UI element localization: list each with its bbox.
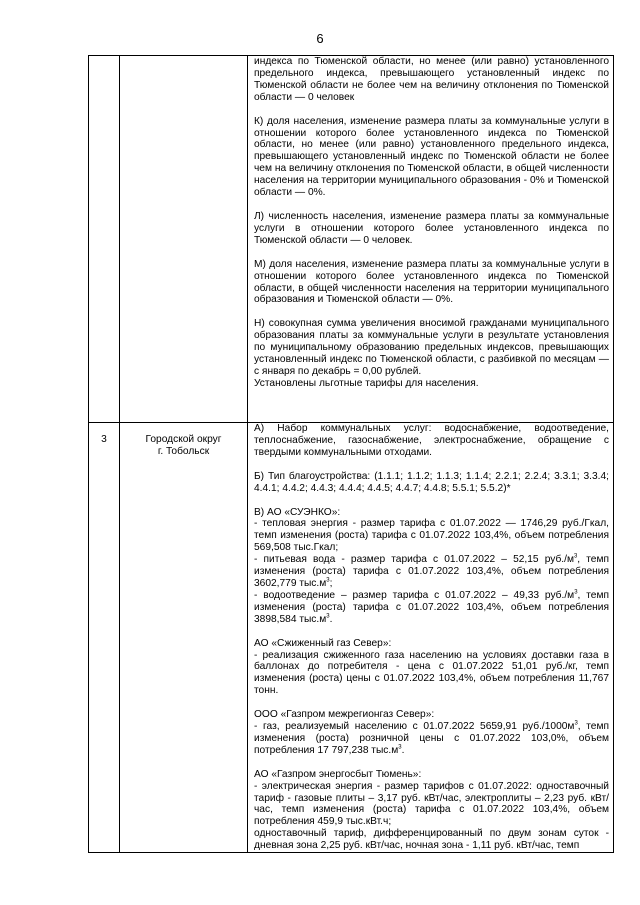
paragraph: В) АО «СУЭНКО»:: [254, 506, 341, 518]
row-number-cell: [89, 56, 120, 423]
text: - газ, реализуемый населению с 01.07.2022 5659,91 руб./1000м: [254, 721, 575, 733]
superscript: 3: [574, 589, 578, 596]
municipality-name: Городской округ: [145, 434, 222, 445]
description-cell: [248, 56, 614, 423]
paragraph: - газ, реализуемый населению с 01.07.2022 5659,91 $руб./1000м^3$, темп изменения (роста) розничной цены с 01.07.2022 103,0%, объем потребления 17 797,238 $тыс.м^3$.: [254, 720, 609, 756]
paragraph: АО «Сжиженный газ Север»:: [254, 637, 392, 649]
paragraph: - электрическая энергия - размер тарифов с 01.07.2022: одноставочный тариф - газовые плиты – 3,17 руб. кВт/час, электроплиты – 2,23 руб. кВт/час, темп изменения (роста) тарифа с 01.07.2022 103,4%, объем потребления 459,9 тыс.кВт.ч;: [254, 780, 609, 828]
paragraph: Н) совокупная сумма увеличения вносимой гражданами муниципального образования платы за коммунальные услуги в результате установления по муниципальному образованию предельных индексов, превышающих установленный индекс по Тюменской области, с разбивкой по месяцам — с января по декабрь = 0,00 рублей.: [254, 318, 609, 377]
table-row: [89, 56, 614, 423]
municipality-name: г. Тобольск: [157, 445, 210, 457]
superscript: 3: [326, 613, 330, 620]
paragraph: - реализация сжиженного газа населению на условиях доставки газа в баллонах до потребителя - цена с 01.07.2022 51,01 руб./кг, темп изменения (роста) цены с 01.07.2022 103,4%, объем потребления 11,767 тонн.: [254, 649, 609, 697]
paragraph: индекса по Тюменской области, но менее (или равно) установленного предельного индекса, превышающего установленный индекс по Тюменской области не более чем на величину отклонения по Тюменской области — 0 человек: [254, 56, 609, 103]
text: - питьевая вода - размер тарифа с 01.07.2022 – 52,15 руб./м: [254, 554, 574, 566]
paragraph: одноставочный тариф, дифференцированный по двум зонам суток - дневная зона 2,25 руб. кВт/час, ночная зона - 1,11 руб. кВт/час, темп: [254, 828, 609, 852]
text: - водоотведение – размер тарифа с 01.07.2022 – 49,33 руб./м: [254, 589, 575, 601]
paragraph: А) Набор коммунальных услуг: водоснабжение, водоотведение, теплоснабжение, газоснабжение, электроснабжение, обращение с твердыми коммунальными отходами.: [254, 423, 609, 458]
text: , темп изменения (роста) розничной цены с 01.07.2022 103,0%, объем потребления 17 797,238 тыс.м: [254, 721, 609, 756]
data-table: [88, 55, 614, 853]
municipality-cell: [120, 423, 248, 853]
paragraph: М) доля населения, изменение размера платы за коммунальные услуги в отношении которого более установленного индекса по Тюменской области, в общей численности населения на территории муниципального образования и Тюменской области — 0%.: [254, 258, 609, 306]
paragraph: Б) Тип благоустройства: (1.1.1; 1.1.2; 1.1.3; 1.1.4; 2.2.1; 2.2.4; 3.3.1; 3.3.4; 4.4.1; 4.4.2; 4.4.3; 4.4.4; 4.4.5; 4.4.7; 4.4.8; 5.5.1; 5.5.2)*: [254, 470, 609, 494]
page-number: 6: [316, 31, 324, 46]
paragraph: К) доля населения, изменение размера платы за коммунальные услуги в отношении которого более установленного индекса по Тюменской области, но менее (или равно) установленного предельного индекса, превышающего установленный индекс по Тюменской области не более чем на величину отклонения по Тюменской области, в общей численности населения на территории муниципального образования - 0% и Тюменской области — 0%.: [254, 115, 609, 199]
text: , темп изменения (роста) тарифа с 01.07.2022 103,4%, объем потребления 3898,584 тыс.м: [254, 589, 609, 625]
paragraph: АО «Газпром энергосбыт Тюмень»:: [254, 768, 422, 780]
paragraph: - водоотведение – размер тарифа с 01.07.2022 – 49,33 $руб./м^3$, темп изменения (роста) тарифа с 01.07.2022 103,4%, объем потребления 3898,584 $тыс.м^3$.: [254, 589, 609, 625]
row-number-cell: [89, 423, 120, 853]
paragraph: ООО «Газпром межрегионгаз Север»:: [254, 709, 435, 721]
text: , темп изменения (роста) тарифа с 01.07.2022 103,4%, объем потребления 3602,779 тыс.м: [254, 554, 609, 589]
row-number: 3: [101, 434, 107, 445]
superscript: 3: [573, 553, 578, 560]
paragraph: - тепловая энергия - размер тарифа с 01.07.2022 — 1746,29 руб./Гкал, темп изменения (роста) тарифа с 01.07.2022 103,4%, объем потребления 569,508 тыс.Гкал;: [254, 518, 609, 554]
paragraph: - питьевая вода - размер тарифа с 01.07.2022 – 52,15 $руб./м^3$, темп изменения (роста) тарифа с 01.07.2022 103,4%, объем потребления 3602,779 $тыс.м^3$;: [254, 553, 609, 589]
description-cell: [248, 423, 614, 853]
municipality-cell: [120, 56, 248, 423]
paragraph: Л) численность населения, изменение размера платы за коммунальные услуги в отношении которого более установленного индекса по Тюменской области — 0 человек.: [254, 210, 609, 246]
table-row: [89, 423, 614, 853]
superscript: 3: [326, 577, 330, 584]
superscript: 3: [398, 744, 402, 751]
superscript: 3: [574, 720, 578, 727]
note: Установлены льготные тарифы для населения.: [254, 377, 479, 389]
